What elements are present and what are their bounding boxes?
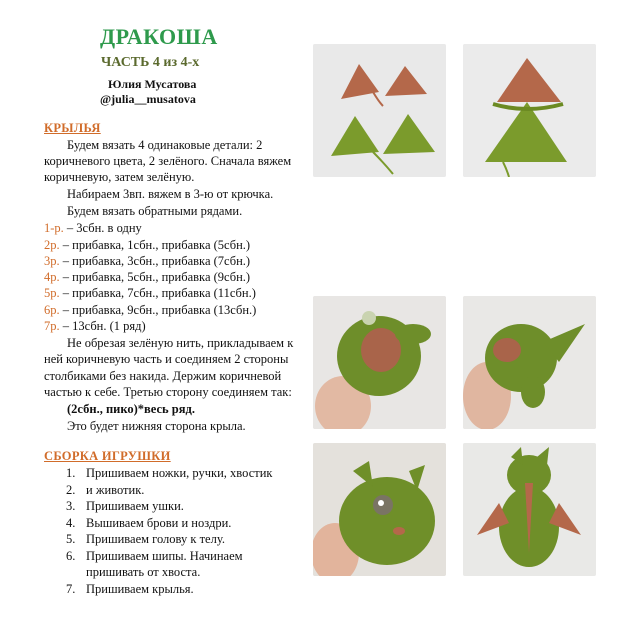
- photo-wing-joined: [463, 44, 596, 177]
- join-line-1: Не обрезая зелёную нить, прикладываем к: [67, 336, 294, 350]
- row-3: 3р. – прибавка, 3сбн., прибавка (7сбн.): [44, 254, 251, 268]
- row-5: 5р. – прибавка, 7сбн., прибавка (11сбн.): [44, 286, 256, 300]
- assembly-step-5: 5. Пришиваем голову к телу.: [66, 532, 225, 546]
- join-line-4: частью к себе. Третью сторону соединяем так:: [44, 385, 292, 399]
- photo-dragon-belly: [313, 296, 446, 429]
- assembly-step-2: 2. и животик.: [66, 483, 145, 497]
- picot-pattern: (2сбн., пико)*весь ряд.: [67, 402, 195, 416]
- wings-intro-line-2: коричневого цвета, 2 зелёного. Сначала вяжем: [44, 154, 292, 168]
- cast-on-text: Набираем 3вп. вяжем в 3-ю от крючка.: [67, 187, 274, 201]
- assembly-step-3: 3. Пришиваем ушки.: [66, 499, 184, 513]
- wings-heading: КРЫЛЬЯ: [44, 121, 101, 135]
- author-name: Юлия Мусатова: [108, 77, 197, 91]
- photo-dragon-side: [463, 296, 596, 429]
- join-line-2: ней коричневую часть и соединяем 2 стороны: [44, 352, 289, 366]
- photo-dragon-face: [313, 443, 446, 576]
- assembly-step-4: 4. Вышиваем брови и ноздри.: [66, 516, 232, 530]
- row-7: 7р. – 13сбн. (1 ряд): [44, 319, 146, 333]
- row-2: 2р. – прибавка, 1сбн., прибавка (5сбн.): [44, 238, 251, 252]
- assembly-step-7: 7. Пришиваем крылья.: [66, 582, 194, 596]
- row-1: 1-р. – 3сбн. в одну: [44, 221, 142, 235]
- bottom-side-note: Это будет нижняя сторона крыла.: [67, 419, 246, 433]
- assembly-heading: СБОРКА ИГРУШКИ: [44, 449, 171, 463]
- part-subtitle: ЧАСТЬ 4 из 4-х: [101, 55, 200, 70]
- assembly-step-6-cont: пришивать от хвоста.: [86, 565, 201, 579]
- assembly-step-6: 6. Пришиваем шипы. Начинаем: [66, 549, 243, 563]
- row-4: 4р. – прибавка, 5сбн., прибавка (9сбн.): [44, 270, 251, 284]
- back-rows-text: Будем вязать обратными рядами.: [67, 204, 243, 218]
- wings-intro-line-3: коричневую, затем зелёную.: [44, 170, 195, 184]
- row-6: 6р. – прибавка, 9сбн., прибавка (13сбн.): [44, 303, 257, 317]
- wings-intro-line-1: Будем вязать 4 одинаковые детали: 2: [67, 138, 263, 152]
- assembly-step-1: 1. Пришиваем ножки, ручки, хвостик: [66, 466, 273, 480]
- page-title: ДРАКОША: [100, 24, 218, 49]
- join-line-3: столбиками без накида. Держим коричневой: [44, 369, 282, 383]
- photo-wing-pieces: [313, 44, 446, 177]
- photo-dragon-back: [463, 443, 596, 576]
- author-handle: @julia__musatova: [100, 92, 196, 106]
